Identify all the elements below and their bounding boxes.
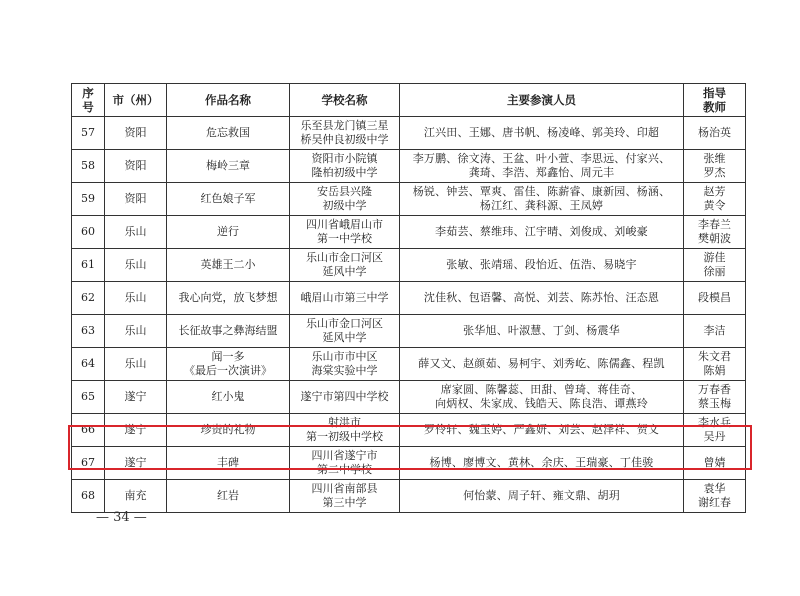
cell-people: 薛又文、赵颜茹、易柯宇、刘秀屹、陈儒鑫、程凯 bbox=[400, 348, 684, 381]
cell-city: 乐山 bbox=[105, 348, 167, 381]
cell-city: 遂宁 bbox=[105, 381, 167, 414]
header-school: 学校名称 bbox=[290, 84, 400, 117]
cell-work: 梅岭三章 bbox=[167, 150, 290, 183]
cell-people: 江兴田、王娜、唐书帆、杨凌峰、郭美玲、印超 bbox=[400, 117, 684, 150]
table-header-row bbox=[72, 84, 746, 117]
cell-teacher: 杨治英 bbox=[684, 117, 746, 150]
header-work: 作品名称 bbox=[167, 84, 290, 117]
cell-city: 乐山 bbox=[105, 315, 167, 348]
cell-teacher: 李水兵 吴丹 bbox=[684, 414, 746, 447]
header-city: 市（州） bbox=[105, 84, 167, 117]
cell-no: 68 bbox=[72, 480, 105, 513]
cell-teacher: 李春兰 樊朝波 bbox=[684, 216, 746, 249]
cell-work: 丰碑 bbox=[167, 447, 290, 480]
cell-no: 63 bbox=[72, 315, 105, 348]
page-number: — 34 — bbox=[96, 510, 147, 525]
table-row bbox=[72, 315, 746, 348]
cell-no: 61 bbox=[72, 249, 105, 282]
cell-city: 乐山 bbox=[105, 216, 167, 249]
cell-work: 闻一多 《最后一次演讲》 bbox=[167, 348, 290, 381]
table-row bbox=[72, 381, 746, 414]
cell-people: 杨博、廖博文、黄林、余庆、王瑞豪、丁佳骏 bbox=[400, 447, 684, 480]
cell-people: 张敏、张靖瑶、段怡近、伍浩、易晓宇 bbox=[400, 249, 684, 282]
table-row bbox=[72, 447, 746, 480]
cell-work: 红岩 bbox=[167, 480, 290, 513]
table-row bbox=[72, 117, 746, 150]
table-row bbox=[72, 414, 746, 447]
cell-school: 乐山市金口河区 延风中学 bbox=[290, 249, 400, 282]
cell-school: 安岳县兴隆 初级中学 bbox=[290, 183, 400, 216]
cell-school: 遂宁市第四中学校 bbox=[290, 381, 400, 414]
cell-work: 危忘救国 bbox=[167, 117, 290, 150]
cell-city: 乐山 bbox=[105, 282, 167, 315]
cell-teacher: 万春香 蔡玉梅 bbox=[684, 381, 746, 414]
cell-no: 65 bbox=[72, 381, 105, 414]
cell-city: 遂宁 bbox=[105, 414, 167, 447]
cell-teacher: 段模昌 bbox=[684, 282, 746, 315]
cell-school: 射洪市 第一初级中学校 bbox=[290, 414, 400, 447]
cell-school: 四川省遂宁市 第二中学校 bbox=[290, 447, 400, 480]
cell-work: 红小鬼 bbox=[167, 381, 290, 414]
cell-city: 乐山 bbox=[105, 249, 167, 282]
cell-city: 资阳 bbox=[105, 117, 167, 150]
header-teacher: 指导 教师 bbox=[684, 84, 746, 117]
cell-teacher: 李洁 bbox=[684, 315, 746, 348]
cell-city: 遂宁 bbox=[105, 447, 167, 480]
header-no: 序 号 bbox=[72, 84, 105, 117]
cell-school: 乐至县龙门镇三星 桥吴仲良初级中学 bbox=[290, 117, 400, 150]
cell-school: 乐山市金口河区 延风中学 bbox=[290, 315, 400, 348]
header-people: 主要参演人员 bbox=[400, 84, 684, 117]
cell-teacher: 张维 罗杰 bbox=[684, 150, 746, 183]
cell-people: 何怡蒙、周子轩、雍文鼎、胡玥 bbox=[400, 480, 684, 513]
cell-school: 四川省峨眉山市 第一中学校 bbox=[290, 216, 400, 249]
cell-teacher: 曾婧 bbox=[684, 447, 746, 480]
cell-work: 红色娘子军 bbox=[167, 183, 290, 216]
cell-city: 资阳 bbox=[105, 183, 167, 216]
cell-work: 珍贵的礼物 bbox=[167, 414, 290, 447]
table-row bbox=[72, 216, 746, 249]
cell-no: 66 bbox=[72, 414, 105, 447]
cell-teacher: 袁华 谢红春 bbox=[684, 480, 746, 513]
cell-people: 罗伶轩、魏玉婷、严鑫妍、刘芸、赵泽祥、贺文 bbox=[400, 414, 684, 447]
table-row bbox=[72, 150, 746, 183]
cell-people: 李茹芸、蔡维玮、江宇晴、刘俊成、刘峻豪 bbox=[400, 216, 684, 249]
cell-work: 我心向党，放飞梦想 bbox=[167, 282, 290, 315]
cell-no: 57 bbox=[72, 117, 105, 150]
cell-no: 67 bbox=[72, 447, 105, 480]
cell-school: 峨眉山市第三中学 bbox=[290, 282, 400, 315]
table-row bbox=[72, 249, 746, 282]
cell-no: 59 bbox=[72, 183, 105, 216]
cell-no: 64 bbox=[72, 348, 105, 381]
table-row bbox=[72, 183, 746, 216]
cell-people: 席家圆、陈馨蕊、田甜、曾琦、蒋佳奇、 向炳权、朱家成、钱皓天、陈良浩、谭燕玲 bbox=[400, 381, 684, 414]
performers-table bbox=[71, 83, 746, 513]
cell-people: 杨锐、钟芸、覃爽、雷佳、陈薪睿、康新园、杨涵、 杨江红、龚科源、王凤婷 bbox=[400, 183, 684, 216]
cell-teacher: 游佳 徐丽 bbox=[684, 249, 746, 282]
cell-no: 58 bbox=[72, 150, 105, 183]
cell-people: 李万鹏、徐文涛、王盆、叶小萱、李思远、付家兴、 龚琦、李浩、郑鑫怡、周元丰 bbox=[400, 150, 684, 183]
table-row bbox=[72, 480, 746, 513]
cell-teacher: 赵芳 黄令 bbox=[684, 183, 746, 216]
cell-school: 资阳市小院镇 隆柏初级中学 bbox=[290, 150, 400, 183]
table-row bbox=[72, 348, 746, 381]
cell-work: 长征故事之彝海结盟 bbox=[167, 315, 290, 348]
cell-work: 逆行 bbox=[167, 216, 290, 249]
cell-school: 四川省南部县 第三中学 bbox=[290, 480, 400, 513]
document-page bbox=[71, 83, 745, 513]
cell-teacher: 朱文君 陈娟 bbox=[684, 348, 746, 381]
cell-work: 英雄王二小 bbox=[167, 249, 290, 282]
cell-city: 资阳 bbox=[105, 150, 167, 183]
cell-people: 张华旭、叶淑慧、丁剑、杨震华 bbox=[400, 315, 684, 348]
cell-people: 沈佳秋、包语馨、高悦、刘芸、陈苏怡、汪态恩 bbox=[400, 282, 684, 315]
cell-school: 乐山市市中区 海棠实验中学 bbox=[290, 348, 400, 381]
cell-city: 南充 bbox=[105, 480, 167, 513]
cell-no: 60 bbox=[72, 216, 105, 249]
table-row bbox=[72, 282, 746, 315]
cell-no: 62 bbox=[72, 282, 105, 315]
